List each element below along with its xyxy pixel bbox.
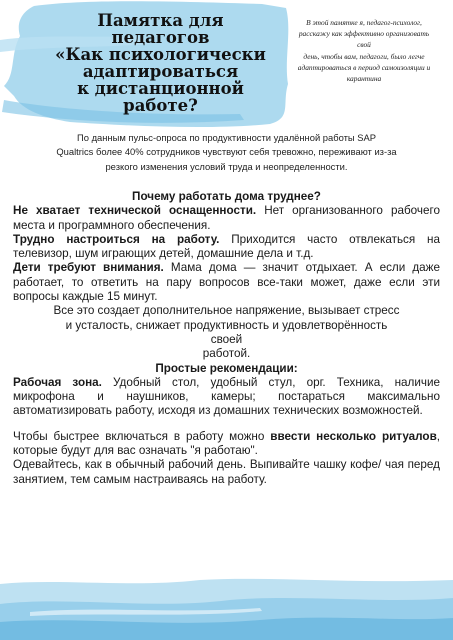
tip-rituals	[13, 430, 440, 459]
tip-text: Чтобы быстрее включаться в работу можно	[13, 429, 271, 443]
memo-title	[48, 12, 273, 114]
reason-focus	[13, 233, 440, 262]
note-line: В этой памятке я, педагог-психолог,	[306, 18, 422, 27]
reason-equipment	[13, 204, 440, 233]
tip-emphasis: ввести несколько ритуалов	[270, 429, 437, 443]
reason-title: Не хватает технической оснащенности.	[13, 204, 257, 218]
memo-body	[13, 190, 440, 487]
note-line: адаптироваться в период самоизоляции и	[297, 62, 431, 72]
intro-line: резкого изменения условий труда и неопределенности.	[105, 160, 348, 172]
tip-title: Рабочая зона.	[13, 375, 102, 389]
intro-line: По данным пульс-опроса по продуктивности удалённой работы SAP	[77, 132, 376, 143]
note-line: свой	[357, 40, 371, 50]
tip-text: Удобный стол, удобный стул, орг. Техника, наличие микрофона и наушников, камеры; постараться максимально автоматизировать работу, исходя из домашних технических возможностей.	[13, 375, 440, 418]
author-note	[285, 17, 443, 84]
title-line: к дистанционной	[77, 79, 244, 98]
title-line: адаптироваться	[82, 62, 239, 81]
title-line: Памятка для	[97, 11, 224, 30]
reason-text: Мама дома — значит отдыхает. А если даже работает, то ответить на пару вопросов все-таки может, даже если эти вопросы каждые 15 минут.	[13, 261, 440, 304]
paragraph-gap	[13, 419, 440, 430]
why-heading: Почему работать дома труднее?	[132, 190, 321, 203]
intro-paragraph	[14, 131, 439, 174]
title-line: «Как психологически	[55, 45, 266, 64]
summary-line: своей	[210, 332, 243, 346]
title-line: работе?	[123, 96, 198, 115]
why-summary	[13, 304, 440, 361]
reason-text: Приходится часто отвлекаться на телевизор, шум играющих детей, домашние дела и т.д.	[13, 232, 440, 261]
note-line: день, чтобы вам, педагоги, было легче	[303, 51, 425, 61]
summary-line: Все это создает дополнительное напряжение, вызывает стресс	[53, 304, 400, 318]
reason-children	[13, 261, 440, 304]
note-line: карантина	[346, 74, 382, 84]
note-line: расскажу как эффективно организовать	[298, 29, 430, 39]
summary-line: работой.	[202, 347, 251, 361]
reason-title: Дети требуют внимания.	[13, 261, 164, 275]
tips-heading: Простые рекомендации:	[155, 361, 298, 375]
tip-workspace	[13, 376, 440, 419]
title-line: педагогов	[111, 28, 210, 47]
tip-text: , которые будут для вас означать "я работаю".	[13, 429, 441, 458]
tip-dress: Одевайтесь, как в обычный рабочий день. Выпивайте чашку кофе/ чая перед занятием, тем самым настраиваясь на работу.	[13, 458, 440, 486]
summary-line: и усталость, снижает продуктивность и удовлетворённость	[65, 318, 388, 332]
reason-title: Трудно настроиться на работу.	[13, 232, 220, 246]
intro-line: Qualtrics более 40% сотрудников чувствуют себя тревожно, переживают из-за	[56, 146, 397, 158]
reason-text: Нет организованного рабочего места и программного обеспечения.	[13, 204, 440, 232]
